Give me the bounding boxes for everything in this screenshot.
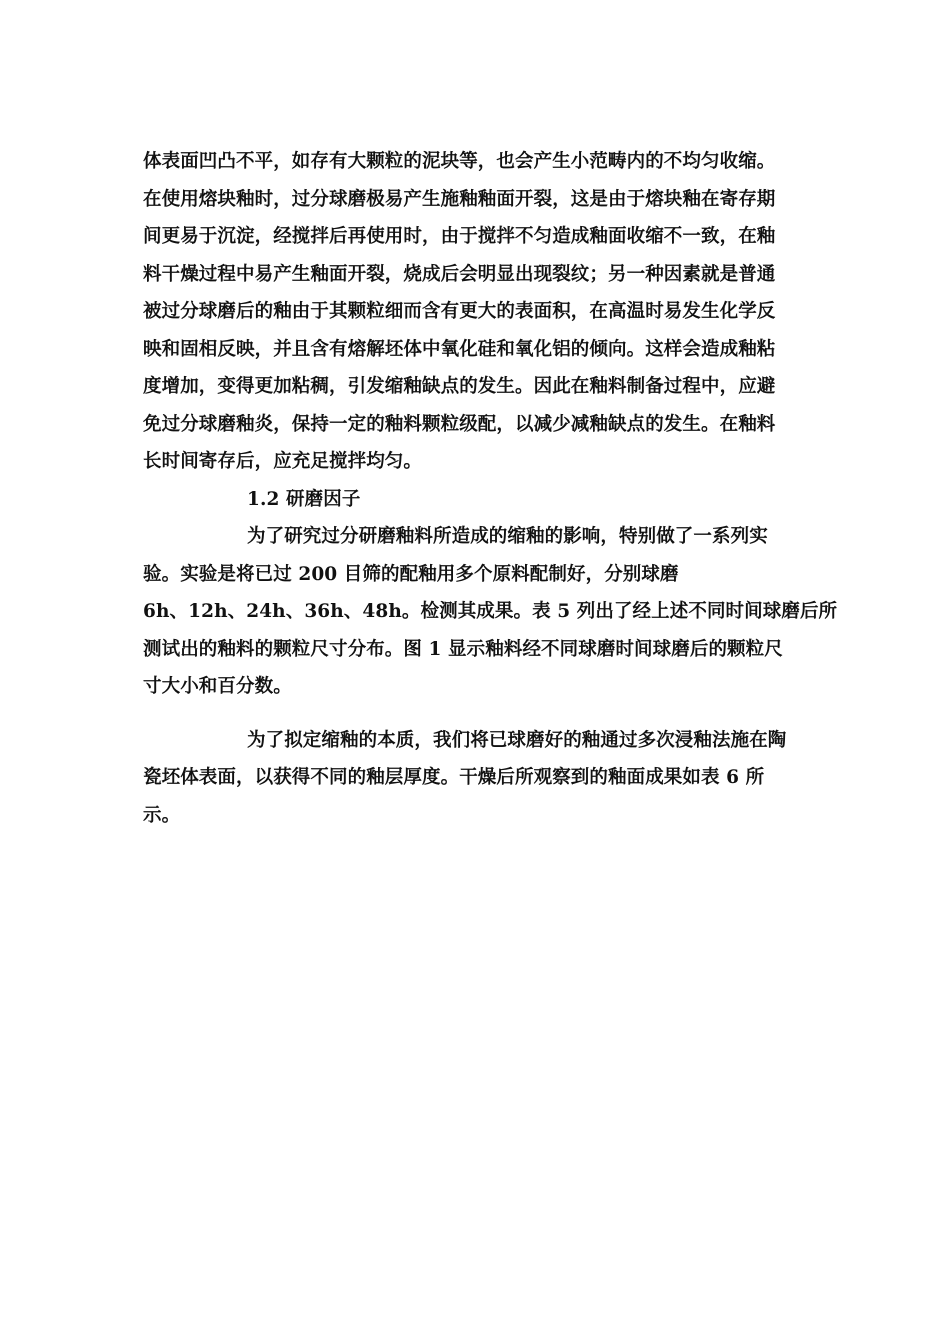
text-line: 验。实验是将已过 200 目筛的配釉用多个原料配制好，分别球磨 [143,563,679,585]
text-line: 测试出的釉料的颗粒尺寸分布。图 1 显示釉料经不同球磨时间球磨后的颗粒尺 [143,638,783,660]
text-line: 映和固相反映，并且含有熔解坯体中氧化硅和氧化铝的倾向。这样会造成釉粘 [143,338,776,360]
text-line: 为了拟定缩釉的本质，我们将已球磨好的釉通过多次浸釉法施在陶 [247,729,787,751]
paragraph-grinding-experiment [143,522,838,710]
text-line: 被过分球磨后的釉由于其颗粒细而含有更大的表面积，在高温时易发生化学反 [143,301,776,322]
text-line: 间更易于沉淀，经搅拌后再使用时，由于搅拌不匀造成釉面收缩不一致，在釉 [143,226,776,247]
document-body [143,147,838,838]
text-line: 瓷坯体表面，以获得不同的釉层厚度。干燥后所观察到的釉面成果如表 6 所 [143,767,765,788]
text-line: 为了研究过分研磨釉料所造成的缩釉的影响，特别做了一系列实 [247,526,768,547]
section-heading: 1.2 研磨因子 [247,488,361,510]
text-line: 体表面凹凸不平，如存有大颗粒的泥块等，也会产生小范畴内的不均匀收缩。 [143,151,776,172]
text-line: 长时间寄存后，应充足搅拌均匀。 [143,451,423,472]
text-line: 在使用熔块釉时，过分球磨极易产生施釉釉面开裂，这是由于熔块釉在寄存期 [143,188,776,210]
text-line: 6h、12h、24h、36h、48h。检测其成果。表 5 列出了经上述不同时间球磨后所 [143,601,838,622]
text-line: 寸大小和百分数。 [143,676,292,697]
text-line: 料干燥过程中易产生釉面开裂，烧成后会明显出现裂纹；另一种因素就是普通 [143,263,776,285]
paragraph-gap [143,710,803,726]
text-line: 度增加，变得更加粘稠，引发缩釉缺点的发生。因此在釉料制备过程中，应避 [143,376,776,397]
paragraph-glaze-thickness [143,726,803,839]
text-line: 示。 [143,804,181,826]
text-line: 免过分球磨釉炎，保持一定的釉料颗粒级配，以减少减釉缺点的发生。在釉料 [143,413,776,435]
paragraph-continued [143,147,803,485]
